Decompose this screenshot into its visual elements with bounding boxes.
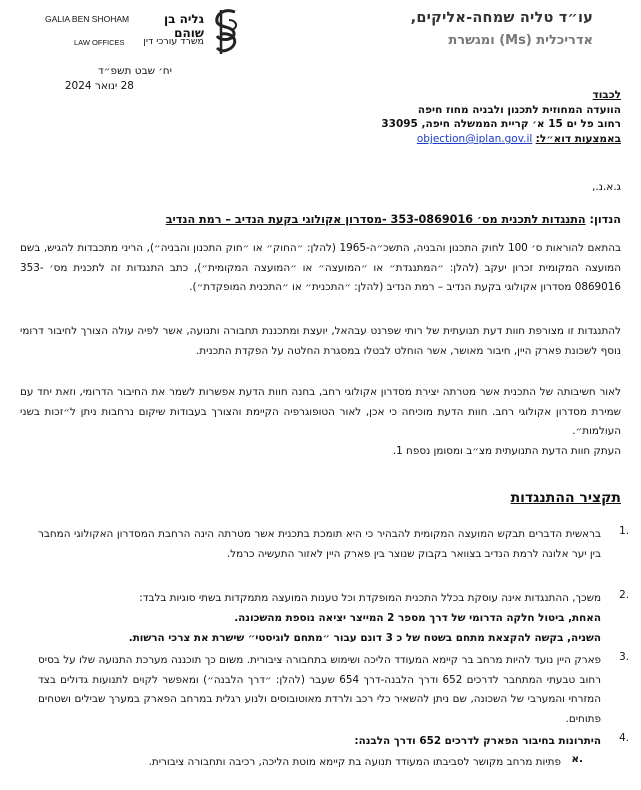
summary-item-4-text: היתרונות בחיבור הפארק לדרכים 652 ודרך הלבנה: [354,735,601,747]
summary-item-2-text: משכך, ההתנגדות אינה עוסקת בכלל התכנית המופקדת וכל טענות המועצה מתמקדות בשתי סוגיות בלבד: [139,592,601,604]
summary-item-3-num: 3. [619,651,629,663]
intro-paragraph-4: העתק חוות הדעת התנועתית מצ״ב ומסומן נספח 1. [392,445,621,457]
greeting: ג.א.נ., [592,181,621,193]
summary-title: תקציר ההתנגדות [510,490,621,506]
summary-item-2b-text: השניה, בקשה להקצאת מתחם בשטח של כ 3 דונם עבור ״מתחם לוגיסטי״ שישרת את צרכי הרשות. [128,632,601,644]
letterhead-name-right: עו״ד טליה שמחה-אליקים, [410,10,593,26]
email-link[interactable]: objection@iplan.gov.il [416,133,533,145]
summary-item-3-text: פארק היין נועד להיות מרחב בר קיימא המעודד הליכה ושימוש בתחבורה ציבורית. משום כך תוכננה מערכת התנועה שלו על בסיס רחוב טבעתי המתחבר לדרכים 652 ודרך הלבנה-דרך 654 שעבר (להלן: ״דרך הלבנה״) ומאפשר לקוים לתנועות גדולים בצד המזרחי והמערבי של השכונה, שם ניתן להשאיר כלי רכב ולרדת מאוטובוסים ולנוע רגלית במרחב הפארק במערך שבילים ושטחים פתוחים. [38,654,601,725]
letterhead-law-offices-en: LAW OFFICES [74,38,125,47]
intro-paragraph-2: להתנגדות זו מצורפת חוות דעת תנועתית של רותי שפרנט עבהאל, יועצת ומתכננת תחבורה ותנועה, אשר לפיה עולה הצורך לחיבור דרומי נוסף לשכונת פארק היין, חיבור מאושר, אשר הוחלט לבטלו במסגרת החלטה על הפקדת התכנית. [20,325,621,357]
addressee-to: לכבוד [592,89,621,101]
subject-line [166,213,621,226]
summary-item-2-num: 2. [619,589,629,601]
summary-item-4a-num: א. [571,753,583,765]
letterhead-name-left-he: גליה בן שוהם [163,12,204,40]
summary-item-2a-text: האחת, ביטול חלקה הדרומי של דרך מספר 2 המייצר יציאה נוספת מהשכונה. [234,612,601,624]
addressee-line1: הוועדה המחוזית לתכנון ולבניה מחוז חיפה [417,104,621,116]
logo [207,6,247,58]
addressee-line2: רחוב פל ים 15 א׳ קריית הממשלה חיפה, 33095 [381,118,621,130]
summary-item-1-num: 1. [619,525,629,537]
summary-list [0,525,641,785]
summary-item-4-num: 4. [619,732,629,744]
summary-item-4a-text: פתיות מרחב מקושר לסביבתו המעודד תנועה בת קיימא מוטת הליכה, רכיבה ותחבורה ציבורית. [148,756,561,768]
date-hebrew: יח׳ שבט תשפ״ד [98,65,172,77]
summary-item-1-text: בראשית הדברים תבקש המועצה המקומית להבהיר כי היא תומכת בתכנית אשר מטרתה הינה הרחבת המסדרון האקולוגי המחבר בין יער אלונה לרמת הנדיב בצוואר בקבוק שנוצר בין פארק היין לאזור התעשיה כרמל. [38,528,601,560]
subject-text: התנגדות לתכנית מס׳ 353-0869016 -מסדרון אקולוגי בקעת הנדיב – רמת הנדיב [165,213,586,226]
intro-paragraph-3: לאור חשיבותה של התכנית אשר מטרתה יצירת מסדרון אקולוגי רחב, בחנה חוות הדעת אפשרות לשמר את החיבור הדרומי, וזאת יחד עם שמירת מסדרון אקולוגי רחב. חוות הדעת מוכיחה כי אכן, לאור הטופוגרפיה הקיימת והצורך בעבודות שיקום נרחבות ניתן ל״זכות בשני העולמות״. [20,386,621,437]
email-label: באמצעות דוא״ל: [535,133,621,145]
intro-paragraph-1: בהתאם להוראות ס׳ 100 לחוק התכנון והבניה, התשכ״ה-1965 (להלן: ״החוק״ או ״חוק התכנון והבניה״), הריני מתכבדות להגיש, בשם המועצה המקומית זכרון יעקב (להלן: ״המתנגדת״ או ״המועצה״ או ״המועצה המקומית״), כתב התנגדות זה לתכנית מס׳ 353-0869016 מסדרון אקולוגי בקעת הנדיב – רמת הנדיב (להלן: ״התכנית״ או ״התכנית המופקדת״). [20,242,621,293]
date-gregorian: 28 ינואר 2024 [64,80,134,92]
letterhead-law-offices-he: משרד עורכי דין [143,36,204,47]
subject-label: הנדון: [589,213,621,226]
addressee-via [417,133,621,145]
letterhead-subtitle-right: אדריכלית (Ms) ומגשרת [448,33,593,48]
letterhead-name-left-en: GALIA BEN SHOHAM [45,14,130,24]
